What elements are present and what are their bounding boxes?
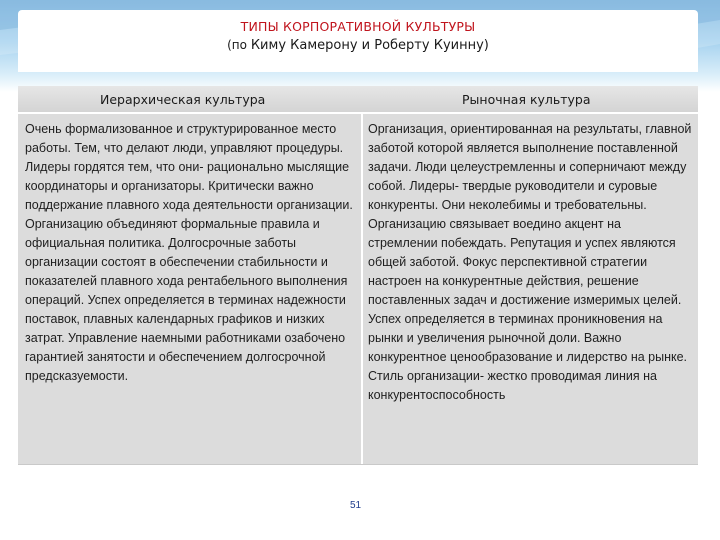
market-culture-description: Организация, ориентированная на результаты, главной заботой которой является выполнение поставленной задачи. Люди целеустремленны и соперничают между собой. Лидеры- твердые руководители и суровые конкуренты. Они неколебимы и требовательны. Организацию связывает воедино акцент на стремлении побеждать. Репутация и успех являются общей заботой. Фокус перспективной стратегии настроен на конкурентные действия, решение поставленных задач и достижение измеримых целей. Успех определяется в терминах проникновения на рынки и увеличения рыночной доли. Важно конкурентное ценообразование и лидерство на рынке. Стиль организации- жестко проводимая линия на конкурентоспособность: [368, 122, 692, 402]
page-number: 51: [350, 500, 362, 511]
header-market-culture: Рыночная культура: [462, 92, 591, 107]
subtitle-authors: Киму Камерону и Роберту Куинну): [250, 38, 489, 53]
hierarchy-culture-description: Очень формализованное и структурированное место работы. Тем, что делают люди, управляют процедуры. Лидеры гордятся тем, что они- рационально мыслящие координаторы и организаторы. Критически важно поддержание плавного хода деятельности организации. Организацию объединяют формальные правила и официальная политика. Долгосрочные заботы организации состоят в обеспечении стабильности и показателей плавного хода рентабельного выполнения операций. Успех определяется в терминах надежности поставок, плавных календарных графиков и низких затрат. Управление наемными работниками озабочено гарантией занятости и обеспечением долгосрочной предсказуемости.: [25, 122, 353, 383]
slide-subtitle: [18, 38, 698, 53]
slide-title: ТИПЫ КОРПОРАТИВНОЙ КУЛЬТУРЫ: [240, 19, 476, 34]
table-body-row: [18, 114, 698, 464]
table-header-row: [18, 86, 698, 114]
header-hierarchy-culture: Иерархическая культура: [100, 92, 266, 107]
culture-comparison-table: [18, 86, 698, 465]
subtitle-prefix: (по: [227, 38, 247, 52]
column-divider: [361, 114, 363, 464]
title-block: [18, 10, 698, 72]
